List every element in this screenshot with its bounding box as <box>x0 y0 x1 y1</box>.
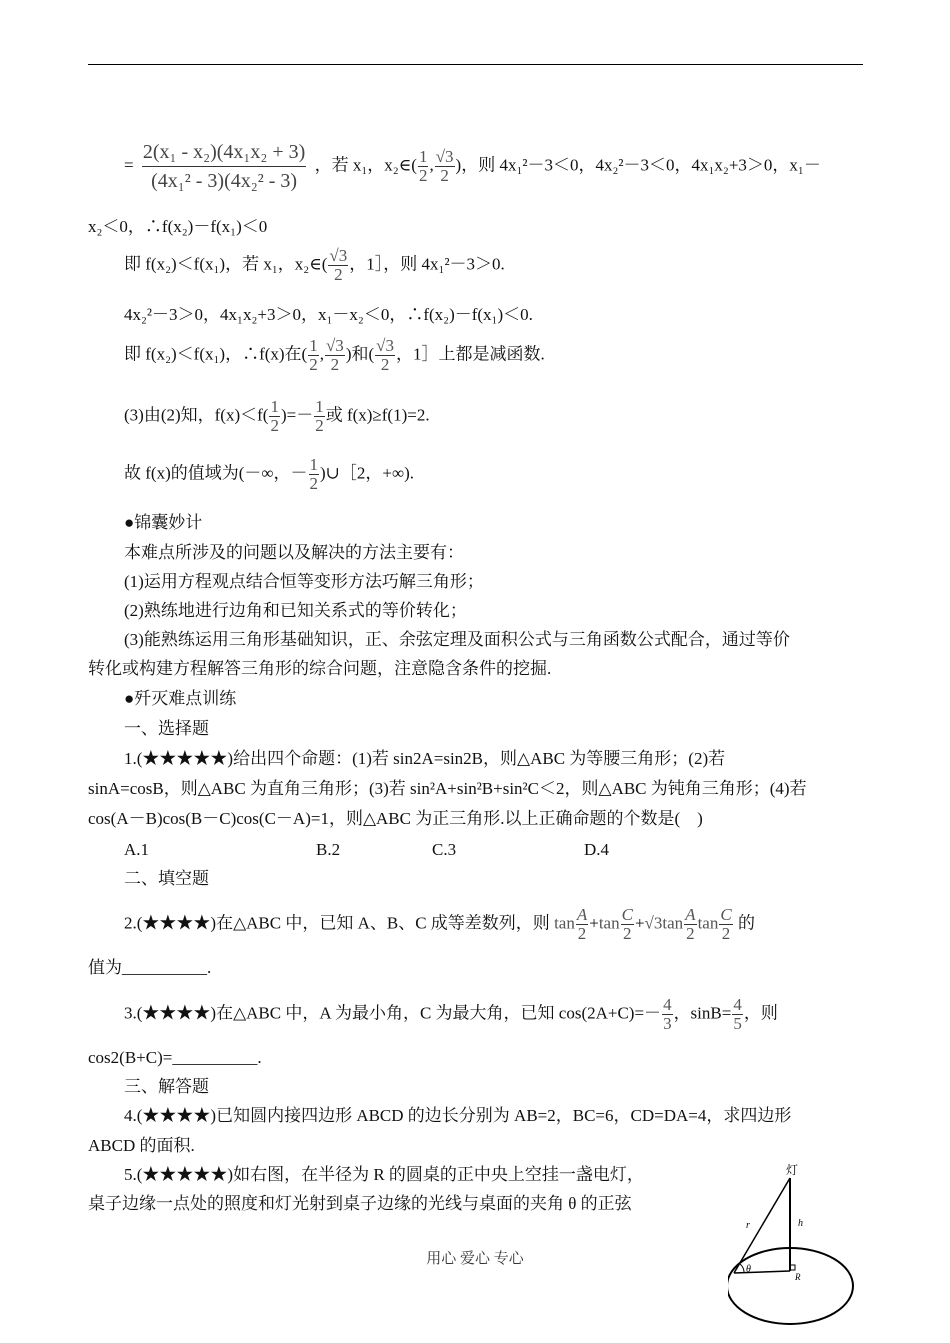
proof-line-3 <box>124 247 505 284</box>
numerator: A <box>685 905 696 924</box>
tan-fn: tan <box>598 913 620 933</box>
text-run: )和( <box>345 344 375 364</box>
fraction-denominator: (4x₁² - 3)(4x₂² - 3) <box>151 170 298 192</box>
denominator: 2 <box>309 355 318 374</box>
fraction <box>719 906 732 943</box>
tip-1: (1)运用方程观点结合恒等变形方法巧解三角形； <box>124 572 484 591</box>
page-footer: 用心 爱心 专心 <box>426 1251 524 1267</box>
numerator: √3 <box>435 147 454 166</box>
text-run: )=－ <box>280 405 314 425</box>
fraction <box>328 247 348 284</box>
numerator: A <box>576 905 588 924</box>
denominator: 2 <box>577 924 587 943</box>
denominator: 2 <box>686 924 695 943</box>
text-run: ，1］上都是减函数. <box>395 344 545 364</box>
label-theta: θ <box>746 1264 751 1275</box>
fraction-numerator: 2(x₁ - x₂)(4x₁x₂ + 3) <box>142 138 306 167</box>
fraction <box>732 996 743 1033</box>
text-run: ，若 x₁，x₂∈( <box>314 155 417 175</box>
question-1-line-1: 1.(★★★★★)给出四个命题：(1)若 sin2A=sin2B，则△ABC 为等腰三角形；(2)若 <box>124 749 726 768</box>
question-1-line-2: sinA=cosB，则△ABC 为直角三角形；(3)若 sin²A+sin²B+sin²C＜2，则△ABC 为钝角三角形；(4)若 <box>88 779 807 798</box>
question-4-line-1: 4.(★★★★)已知圆内接四边形 ABCD 的边长分别为 AB=2，BC=6，CD=DA=4，求四边形 <box>124 1106 792 1125</box>
denominator: 2 <box>418 166 428 185</box>
big-fraction <box>142 138 306 195</box>
fraction <box>375 337 395 374</box>
numerator: 4 <box>733 995 742 1014</box>
label-h: h <box>798 1218 803 1229</box>
numerator: 1 <box>315 397 324 416</box>
question-1-line-3: cos(A－B)cos(B－C)cos(C－A)=1，则△ABC 为正三角形.以上正确命题的个数是( ) <box>88 809 703 828</box>
text-run: (3)由(2)知，f(x)＜f( <box>124 405 269 425</box>
numerator: 1 <box>270 397 279 416</box>
text-run: 的 <box>737 913 755 933</box>
fraction <box>684 906 696 943</box>
denominator: 2 <box>440 166 449 185</box>
denominator: 3 <box>663 1014 672 1033</box>
option-b: B.2 <box>316 840 341 859</box>
tan-fn: tan <box>697 913 719 933</box>
denominator: 2 <box>380 355 390 374</box>
fraction <box>325 337 345 374</box>
numerator: 1 <box>309 336 318 355</box>
numerator: C <box>621 905 633 924</box>
equals-sign: = <box>124 155 134 175</box>
text-run: 故 f(x)的值域为(－∞，－ <box>124 463 308 483</box>
tan-fn: tan <box>662 913 684 933</box>
numerator: √3 <box>376 336 394 355</box>
text-run: ，则 <box>743 1003 778 1023</box>
part-heading-solve: 三、解答题 <box>124 1077 209 1096</box>
denominator: 2 <box>334 265 343 284</box>
fraction <box>662 996 673 1033</box>
tip-3-line-1: (3)能熟练运用三角形基础知识，正、余弦定理及面积公式与三角函数公式配合，通过等价 <box>124 630 790 649</box>
comma: , <box>319 344 324 364</box>
fraction <box>435 148 455 185</box>
denominator: 2 <box>309 474 319 493</box>
option-a: A.1 <box>124 840 150 859</box>
denominator: 5 <box>733 1014 742 1033</box>
numerator: 1 <box>418 147 428 166</box>
numerator: 4 <box>663 995 672 1014</box>
question-3-line-2: cos2(B+C)=__________. <box>88 1048 262 1067</box>
text-run: ，1］，则 4x₁²－3＞0. <box>349 254 505 274</box>
tip-2: (2)熟练地进行边角和已知关系式的等价转化； <box>124 601 467 620</box>
fraction <box>621 906 634 943</box>
denominator: 2 <box>623 924 632 943</box>
proof-line-5 <box>124 337 545 374</box>
sqrt-three: √3 <box>644 913 663 933</box>
radius-line <box>734 1271 790 1273</box>
text-run: 3.(★★★★)在△ABC 中，A 为最小角，C 为最大角，已知 cos(2A+C)=－ <box>124 1003 662 1023</box>
question-2-line-2: 值为__________. <box>88 958 212 977</box>
question-5-line-1: 5.(★★★★★)如右图，在半径为 R 的圆桌的正中央上空挂一盏电灯， <box>124 1165 644 1184</box>
proof-line-1 <box>124 138 821 195</box>
fraction <box>308 337 319 374</box>
option-c: C.3 <box>432 840 457 859</box>
denominator: 2 <box>330 355 340 374</box>
fraction <box>309 456 320 493</box>
header-rule <box>88 64 863 65</box>
denominator: 2 <box>270 416 279 435</box>
fraction <box>576 906 588 943</box>
numerator: √3 <box>325 336 344 355</box>
text-run: 即 f(x₂)＜f(x₁)，若 x₁，x₂∈( <box>124 254 328 274</box>
option-d: D.4 <box>584 840 610 859</box>
label-r: r <box>746 1220 750 1231</box>
section-heading-training: ●歼灭难点训练 <box>124 689 237 708</box>
denominator: 2 <box>721 924 731 943</box>
denominator: 2 <box>315 416 324 435</box>
proof-line-4: 4x₂²－3＞0，4x₁x₂+3＞0，x₁－x₂＜0，∴f(x₂)－f(x₁)＜0. <box>124 305 533 324</box>
question-5-line-2: 桌子边缘一点处的照度和灯光射到桌子边缘的光线与桌面的夹角 θ 的正弦 <box>88 1194 632 1213</box>
label-lamp: 灯 <box>786 1163 799 1177</box>
question-2-line-1 <box>124 906 755 943</box>
question-3-line-1 <box>124 996 778 1033</box>
part-heading-choice: 一、选择题 <box>124 719 209 738</box>
label-R: R <box>795 1272 801 1282</box>
plus: + <box>589 913 599 933</box>
numerator: 1 <box>309 455 319 474</box>
proof-line-2: x₂＜0，∴f(x₂)－f(x₁)＜0 <box>88 217 268 236</box>
text-run: 或 f(x)≥f(1)=2. <box>325 405 430 425</box>
text-run: 即 f(x₂)＜f(x₁)，∴f(x)在( <box>124 344 308 364</box>
proof-line-7 <box>124 456 414 493</box>
part-heading-fill: 二、填空题 <box>124 869 209 888</box>
tips-intro: 本难点所涉及的问题以及解决的方法主要有： <box>124 543 464 562</box>
proof-line-6 <box>124 398 430 435</box>
text-run: ，sinB= <box>673 1003 732 1023</box>
tan-fn: tan <box>554 913 575 933</box>
numerator: √3 <box>329 246 348 265</box>
comma: , <box>429 155 434 175</box>
fraction <box>314 398 325 435</box>
plus: + <box>634 913 645 933</box>
section-heading-tips: ●锦囊妙计 <box>124 513 203 532</box>
fraction <box>418 148 429 185</box>
fraction <box>269 398 280 435</box>
text-run: )∪［2，+∞). <box>320 463 415 483</box>
text-run: )，则 4x₁²－3＜0，4x₂²－3＜0，4x₁x₂+3＞0，x₁－ <box>455 155 821 175</box>
tip-3-line-2: 转化或构建方程解答三角形的综合问题，注意隐含条件的挖掘. <box>88 659 552 678</box>
numerator: C <box>720 905 732 924</box>
question-4-line-2: ABCD 的面积. <box>88 1136 195 1155</box>
text-run: 2.(★★★★)在△ABC 中，已知 A、B、C 成等差数列，则 <box>124 913 550 933</box>
